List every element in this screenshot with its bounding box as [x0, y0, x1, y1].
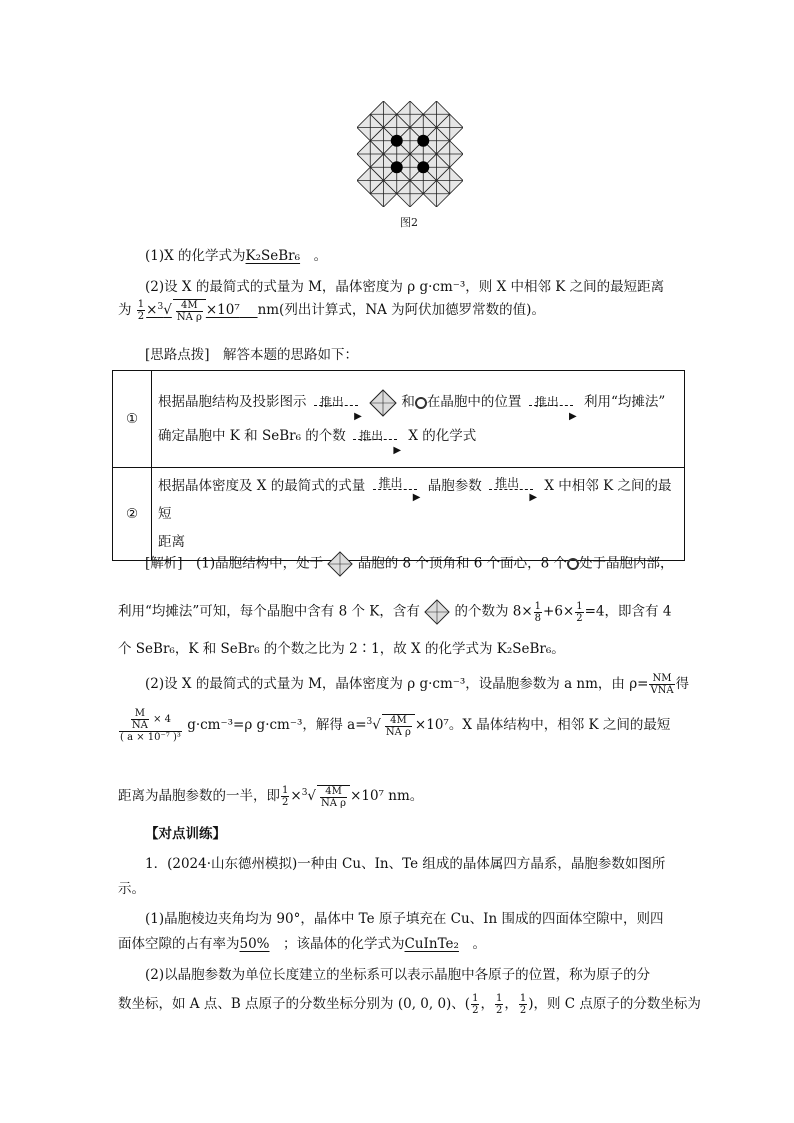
potassium-atom	[391, 135, 403, 147]
analysis-line-4: (2)设 X 的最简式的式量为 M，晶体密度为 ρ g·cm⁻³，设晶胞参数为 a nm，由 ρ= $\frac{NM}{\text{VNA}}$ 得	[145, 673, 690, 696]
analysis-line-3: 个 SeBr₆，K 和 SeBr₆ 的个数之比为 2∶1，故 X 的化学式为 K₂SeBr₆。	[118, 641, 565, 657]
potassium-atom	[417, 135, 429, 147]
arrow-infer: 推出 ▶	[353, 430, 401, 444]
tips-title: [思路点拨] 解答本题的思路如下：	[145, 347, 359, 363]
atom-ring-icon	[567, 558, 579, 570]
q1-text: (1)X 的化学式为	[145, 248, 246, 264]
question-1: (1)X 的化学式为K₂SeBr₆ 。	[145, 248, 328, 264]
potassium-atom	[417, 161, 429, 173]
row-number: ①	[113, 371, 152, 468]
answer-formula: CuInTe₂	[404, 936, 459, 952]
practice-3b: 数坐标，如 A 点、B 点原子的分数坐标分别为 (0, 0, 0)、( $\frac{1}{2}$ ， $\frac{1}{2}$ ， $\frac{1}{2}$ )，则 C 点原子的分数坐标为	[118, 993, 701, 1016]
practice-title: 【对点训练】	[145, 826, 226, 842]
practice-2a: (1)晶胞棱边夹角均为 90°，晶体中 Te 原子填充在 Cu、In 围成的四面体空隙中，则四	[145, 911, 664, 927]
tips-row-2: ② 根据晶体密度及 X 的最简式的式量 推出 ▶ 晶胞参数 推出 ▶ X 中相邻 K 之间的最短 距离	[113, 468, 685, 561]
octahedron-icon	[424, 599, 450, 625]
practice-3a: (2)以晶胞参数为单位长度建立的坐标系可以表示晶胞中各原子的位置，称为原子的分	[145, 967, 651, 983]
answer-occupancy: 50%	[239, 936, 270, 952]
arrow-infer: 推出 ▶	[373, 480, 421, 494]
analysis-line-1: [解析] (1)晶胞结构中，处于 晶胞的 8 个顶角和 6 个面心，8 个 处于晶胞内部，	[145, 551, 673, 577]
analysis-line-2: 利用“均摊法”可知，每个晶胞中含有 8 个 K，含有 的个数为 8× $\frac{1}{8}$ +6× $\frac{1}{2}$ =4，即含有 4	[118, 600, 672, 624]
tips-row-1: ① 根据晶胞结构及投影图示 推出 ▶ 和 在晶胞中的位置 推出 ▶ 利用“均摊法” 确定晶胞中 K 和 SeBr₆ 的个数 推出 ▶ X 的化学式	[113, 371, 685, 468]
figure-caption: 图2	[400, 216, 418, 229]
practice-1b: 示。	[118, 881, 145, 897]
octahedron-icon	[327, 551, 353, 577]
octahedron-icon	[369, 389, 397, 417]
tips-table	[112, 370, 685, 561]
question-2-line2: 为 $\frac{1}{2}$ ×$^3$√ $\frac{4M}{\text{NA ρ}}$ ×10⁷ nm(列出计算式，NA 为阿伏加德罗常数的值)。	[118, 299, 545, 323]
analysis-line-6: 距离为晶胞参数的一半，即 $\frac{1}{2}$ ×$^3$√ $\frac{4M}{\text{NA ρ}}$ ×10⁷ nm。	[118, 785, 424, 809]
arrow-infer: 推出 ▶	[529, 396, 577, 410]
question-2-line1: (2)设 X 的最简式的式量为 M，晶体密度为 ρ g·cm⁻³，则 X 中相邻 K 之间的最短距离	[145, 279, 665, 295]
arrow-infer: 推出 ▶	[489, 480, 537, 494]
row-number: ②	[113, 468, 152, 561]
arrow-infer: 推出 ▶	[314, 396, 362, 410]
q1-answer: K₂SeBr₆	[245, 248, 301, 264]
practice-1a: 1．(2024·山东德州模拟)一种由 Cu、In、Te 组成的晶体属四方晶系，晶胞参数如图所	[145, 856, 666, 872]
half-fraction: $\frac{1}{2}$	[137, 299, 145, 322]
practice-2b: 面体空隙的占有率为50% ；该晶体的化学式为CuInTe₂ 。	[118, 936, 486, 952]
atom-ring-icon	[415, 397, 427, 409]
crystal-projection-figure	[357, 101, 463, 207]
analysis-line-5: $\frac{M}{NA}$ × 4 ( a × 10⁻⁷ )³ g·cm⁻³=ρ g·cm⁻³，解得 a=$^3$√ $\frac{4M}{\text{NA ρ}}$ ×10⁷。X 晶体结构中，相邻 K 之间的最短	[120, 708, 671, 743]
potassium-atom	[391, 161, 403, 173]
